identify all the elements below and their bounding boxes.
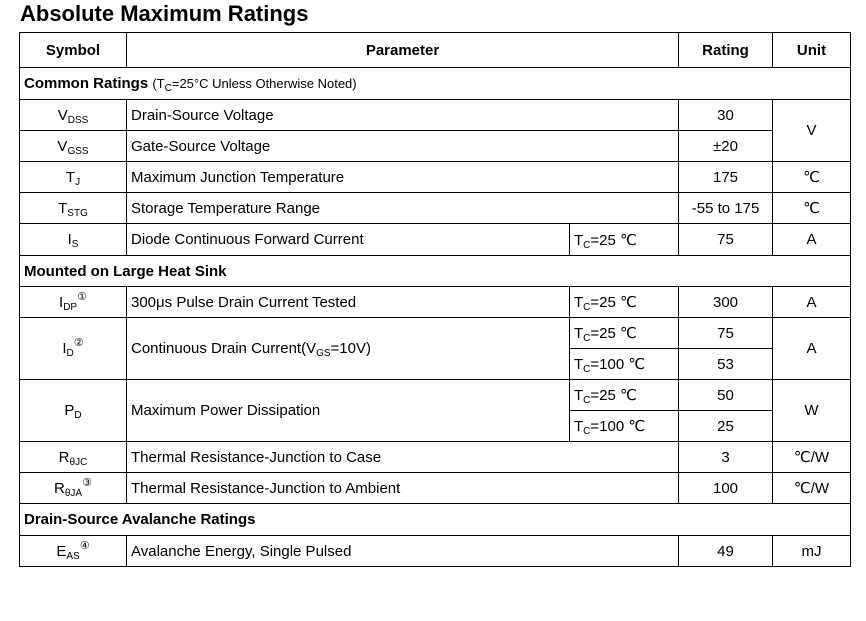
rating-tj: 175 xyxy=(679,162,773,193)
parameter-id: Continuous Drain $Current(V_{GS}=10V)$ xyxy=(127,318,570,380)
header-rating: Rating xyxy=(679,33,773,68)
unit-eas: mJ xyxy=(773,536,851,567)
condition-is: $T_C=25$ ℃ xyxy=(570,224,679,256)
table-row-pd-25 xyxy=(20,380,851,411)
parameter-idp: 300μs Pulse Drain Current Tested xyxy=(127,287,570,318)
unit-pd: W xyxy=(773,380,851,442)
symbol-eas: $E_{AS}^④$ xyxy=(20,536,127,567)
symbol-rjc: $R_{\theta JC}$ xyxy=(20,442,127,473)
table-row-vdss xyxy=(20,100,851,131)
unit-id: A xyxy=(773,318,851,380)
parameter-pd: Maximum Power Dissipation xyxy=(127,380,570,442)
table-row-tj xyxy=(20,162,851,193)
parameter-vdss: Drain-Source Voltage xyxy=(127,100,679,131)
rating-vgss: ±20 xyxy=(679,131,773,162)
parameter-rjc: Thermal Resistance-Junction to Case xyxy=(127,442,679,473)
symbol-vdss: $V_{DSS}$ xyxy=(20,100,127,131)
header-parameter: Parameter xyxy=(127,33,679,68)
symbol-tstg: $T_{STG}$ xyxy=(20,193,127,224)
condition-id-100: $T_C=100$ ℃ xyxy=(570,349,679,380)
symbol-id: $I_D^②$ xyxy=(20,318,127,380)
table-row-tstg xyxy=(20,193,851,224)
page-title: Absolute Maximum Ratings xyxy=(20,1,309,26)
rating-is: 75 xyxy=(679,224,773,256)
section-common-label: Common Ratings xyxy=(24,75,149,92)
section-common xyxy=(20,68,851,100)
header-symbol: Symbol xyxy=(20,33,127,68)
table-row-is xyxy=(20,224,851,256)
unit-rjc: ℃/W xyxy=(773,442,851,473)
symbol-tj: $T_J$ xyxy=(20,162,127,193)
section-row-heatsink xyxy=(20,256,851,287)
header-row xyxy=(20,33,851,68)
unit-is: A xyxy=(773,224,851,256)
rating-eas: 49 xyxy=(679,536,773,567)
rating-rjc: 3 xyxy=(679,442,773,473)
unit-idp: A xyxy=(773,287,851,318)
unit-tj: ℃ xyxy=(773,162,851,193)
section-avalanche: Drain-Source Avalanche Ratings xyxy=(20,504,851,536)
ratings-table xyxy=(19,32,851,567)
condition-idp: $T_C=25$ ℃ xyxy=(570,287,679,318)
condition-id-25: $T_C=25$ ℃ xyxy=(570,318,679,349)
symbol-is: $I_S$ xyxy=(20,224,127,256)
section-common-note: ($T_C=25^\circ C$ Unless Otherwise Noted) xyxy=(152,76,357,94)
rating-vdss: 30 xyxy=(679,100,773,131)
parameter-tj: Maximum Junction Temperature xyxy=(127,162,679,193)
symbol-pd: $P_D$ xyxy=(20,380,127,442)
condition-pd-100: $T_C=100$ ℃ xyxy=(570,411,679,442)
rating-id-25: 75 xyxy=(679,318,773,349)
table-row-eas xyxy=(20,536,851,567)
rating-id-100: 53 xyxy=(679,349,773,380)
section-row-common xyxy=(20,68,851,100)
symbol-vgss: $V_{GSS}$ xyxy=(20,131,127,162)
unit-voltage: V xyxy=(773,100,851,162)
rating-pd-100: 25 xyxy=(679,411,773,442)
header-unit: Unit xyxy=(773,33,851,68)
parameter-tstg: Storage Temperature Range xyxy=(127,193,679,224)
section-heatsink: Mounted on Large Heat Sink xyxy=(20,256,851,287)
unit-rja: ℃/W xyxy=(773,473,851,504)
parameter-is: Diode Continuous Forward Current xyxy=(127,224,570,256)
table-row-rja xyxy=(20,473,851,504)
symbol-idp: $I_{DP}^①$ xyxy=(20,287,127,318)
parameter-rja: Thermal Resistance-Junction to Ambient xyxy=(127,473,679,504)
parameter-vgss: Gate-Source Voltage xyxy=(127,131,679,162)
rating-idp: 300 xyxy=(679,287,773,318)
unit-tstg: ℃ xyxy=(773,193,851,224)
symbol-rja: $R_{\theta JA}^③$ xyxy=(20,473,127,504)
table-row-idp xyxy=(20,287,851,318)
table-row-rjc xyxy=(20,442,851,473)
table-row-id-25 xyxy=(20,318,851,349)
section-row-avalanche xyxy=(20,504,851,536)
rating-tstg: -55 to 175 xyxy=(679,193,773,224)
rating-pd-25: 50 xyxy=(679,380,773,411)
rating-rja: 100 xyxy=(679,473,773,504)
condition-pd-25: $T_C=25$ ℃ xyxy=(570,380,679,411)
parameter-eas: Avalanche Energy, Single Pulsed xyxy=(127,536,679,567)
table-row-vgss xyxy=(20,131,851,162)
